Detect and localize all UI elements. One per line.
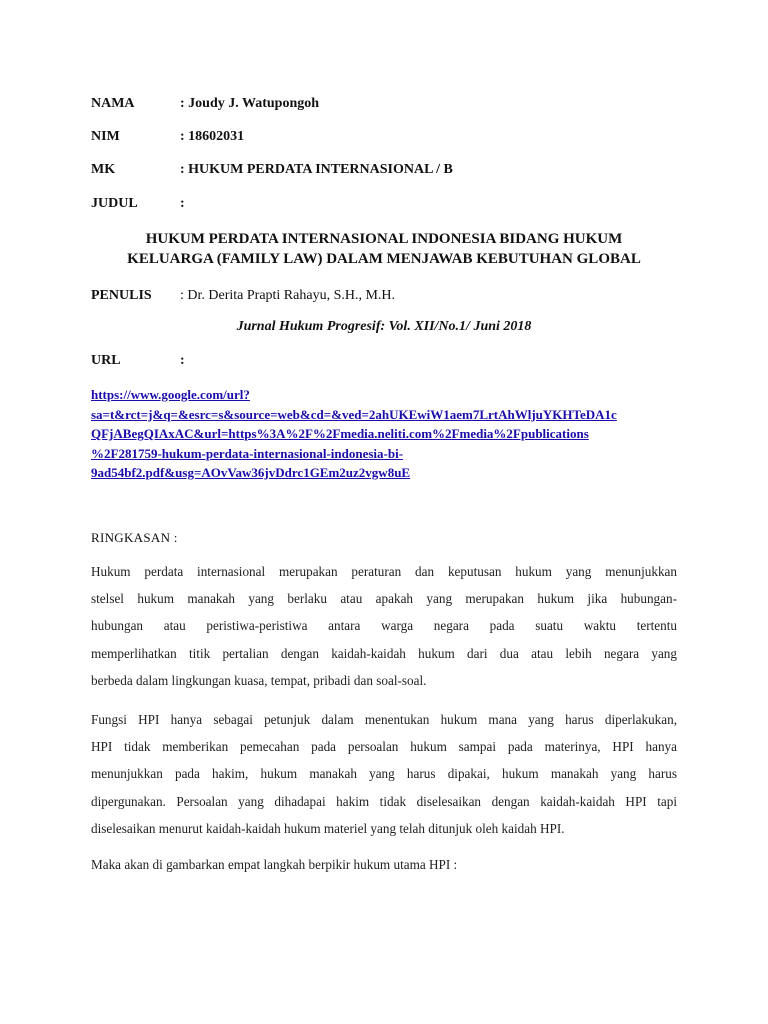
paragraph-line: hubungan atau peristiwa-peristiwa antara warga negara pada suatu waktu tertentu (91, 618, 677, 634)
field-judul-value: : (180, 196, 185, 211)
paragraph-line: diselesaikan menurut kaidah-kaidah hukum materiel yang telah ditunjuk oleh kaidah HPI. (91, 820, 565, 836)
field-penulis-label: PENULIS (91, 288, 152, 303)
paragraph-line: HPI tidak memberikan pemecahan pada persoalan hukum sampai pada materinya, HPI hanya (91, 739, 677, 755)
url-line: https://www.google.com/url? (91, 387, 250, 402)
paragraph-line: memperlihatkan titik pertalian dengan kaidah-kaidah hukum dari dua atau lebih negara yang (91, 645, 677, 661)
source-url-link[interactable] (91, 385, 691, 483)
paragraph-line: dipergunakan. Persoalan yang dihadapai hakim tidak diselesaikan dengan kaidah-kaidah HPI tapi (91, 793, 677, 809)
field-nim (91, 129, 244, 145)
field-nama-label: NAMA (91, 96, 135, 111)
paragraph-line: menunjukkan pada hakim, hukum manakah yang harus dipakai, hukum manakah yang harus (91, 766, 677, 782)
field-url-value: : (180, 353, 185, 368)
summary-paragraph-1 (91, 558, 677, 694)
field-mk-value: : HUKUM PERDATA INTERNASIONAL / B (180, 162, 453, 177)
field-url (91, 353, 185, 369)
url-line: %2F281759-hukum-perdata-internasional-indonesia-bi- (91, 445, 404, 461)
title-line: HUKUM PERDATA INTERNASIONAL INDONESIA BIDANG HUKUM (145, 231, 623, 247)
field-nim-label: NIM (91, 129, 120, 144)
field-penulis-value: : Dr. Derita Prapti Rahayu, S.H., M.H. (180, 288, 396, 303)
url-line: QFjABegQIAxAC&url=https%3A%2F%2Fmedia.neliti.com%2Fmedia%2Fpublications (91, 426, 589, 441)
paragraph-line: berbeda dalam lingkungan kuasa, tempat, pribadi dan soal-soal. (91, 672, 427, 688)
url-line: 9ad54bf2.pdf&usg=AOvVaw36jvDdrc1GEm2uz2vgw8uE (91, 465, 411, 480)
paragraph-line: Fungsi HPI hanya sebagai petunjuk dalam menentukan hukum mana yang harus diperlakukan, (91, 712, 677, 727)
field-penulis (91, 288, 395, 304)
field-judul (91, 196, 185, 212)
summary-paragraph-3 (91, 851, 677, 878)
summary-paragraph-2 (91, 706, 677, 842)
paragraph-line: stelsel hukum manakah yang berlaku atau apakah yang merupakan hukum jika hubungan- (91, 591, 677, 607)
field-nama (91, 96, 319, 112)
field-nama-value: : Joudy J. Watupongoh (180, 96, 320, 111)
field-mk-label: MK (91, 162, 116, 177)
field-mk (91, 162, 453, 178)
field-judul-label: JUDUL (91, 196, 138, 211)
paragraph-line: Hukum perdata internasional merupakan peraturan dan keputusan hukum yang menunjukkan (91, 564, 677, 579)
title-line: KELUARGA (FAMILY LAW) DALAM MENJAWAB KEBUTUHAN GLOBAL (127, 251, 641, 267)
url-line: sa=t&rct=j&q=&esrc=s&source=web&cd=&ved=2ahUKEwiW1aem7LrtAhWljuYKHTeDA1c (91, 406, 617, 422)
paragraph-line: Maka akan di gambarkan empat langkah berpikir hukum utama HPI : (91, 857, 458, 872)
field-nim-value: : 18602031 (180, 129, 245, 144)
document-title (91, 229, 677, 269)
journal-citation: Jurnal Hukum Progresif: Vol. XII/No.1/ Juni 2018 (236, 319, 532, 334)
field-url-label: URL (91, 353, 121, 368)
ringkasan-heading: RINGKASAN : (91, 530, 178, 545)
